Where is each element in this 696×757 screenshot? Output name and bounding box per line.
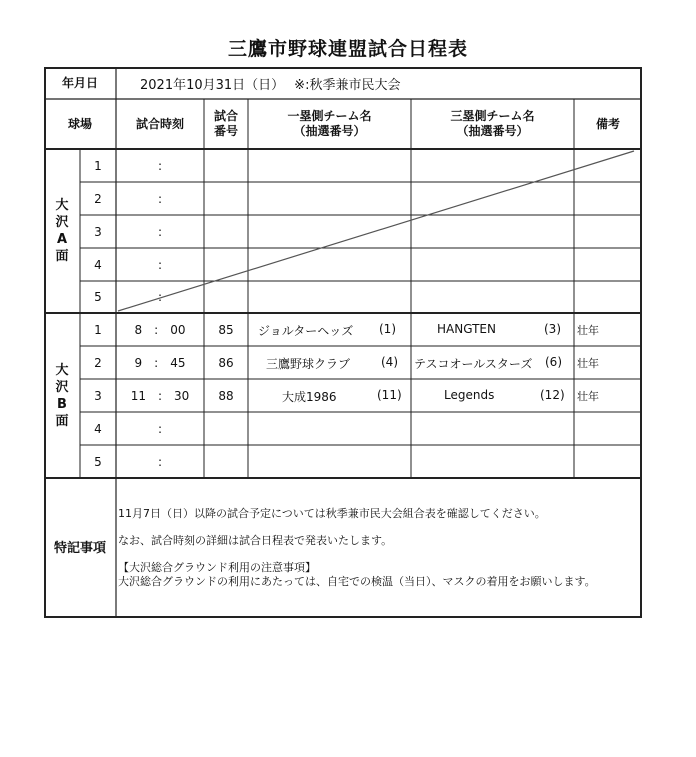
document-title: 三鷹市野球連盟試合日程表 — [227, 38, 468, 60]
game-time: : — [157, 158, 163, 173]
third-base-team: テスコオールスターズ — [414, 357, 533, 371]
event-note: ※:秋季兼市民大会 — [294, 77, 401, 93]
third-base-lot: (6) — [545, 355, 562, 369]
first-base-team: ジョルターヘッズ — [258, 324, 354, 338]
note-line-1: 11月7日（日）以降の試合予定については秋季兼市民大会組合表を確認してください。 — [118, 507, 546, 520]
game-time: : — [157, 224, 163, 239]
first-base-lot: (4) — [381, 355, 398, 369]
header-game-no: 試合 番号 — [213, 109, 238, 138]
date-label: 年月日 — [61, 75, 98, 90]
row-number: 3 — [94, 388, 102, 403]
header-field: 球場 — [67, 116, 92, 131]
first-base-lot: (1) — [379, 322, 396, 336]
schedule-table — [44, 67, 642, 618]
row-number: 4 — [94, 257, 102, 272]
header-remarks: 備考 — [595, 116, 620, 131]
game-time: : — [157, 421, 163, 436]
row-number: 2 — [94, 355, 102, 370]
remark: 壮年 — [577, 390, 599, 403]
remark: 壮年 — [577, 324, 599, 337]
first-base-team: 大成1986 — [282, 390, 337, 404]
third-base-lot: (3) — [544, 322, 561, 336]
header-first-base: 一塁側チーム名 （抽選番号） — [287, 109, 372, 138]
date-value: 2021年10月31日（日） — [140, 77, 285, 93]
game-time: 11 : 30 — [130, 389, 190, 403]
note-line-4: 大沢総合グラウンドの利用にあたっては、自宅での検温（当日）、マスクの着用をお願いします。 — [118, 575, 596, 588]
field-a-label: 大 沢 A 面 — [55, 198, 69, 264]
game-number: 85 — [218, 322, 234, 337]
third-base-team: Legends — [444, 388, 495, 402]
date-value-row — [140, 67, 560, 99]
game-time: 9 : 45 — [134, 356, 186, 370]
game-number: 86 — [218, 355, 234, 370]
row-number: 3 — [94, 224, 102, 239]
note-line-2: なお、試合時刻の詳細は試合日程表で発表いたします。 — [118, 534, 393, 547]
game-time: : — [157, 191, 163, 206]
row-number: 4 — [94, 421, 102, 436]
row-number: 1 — [94, 158, 102, 173]
note-line-3: 【大沢総合グラウンド利用の注意事項】 — [118, 561, 316, 574]
third-base-team: HANGTEN — [437, 322, 496, 336]
header-time: 試合時刻 — [135, 116, 184, 131]
header-third-base: 三塁側チーム名 （抽選番号） — [450, 109, 535, 138]
first-base-lot: (11) — [377, 388, 402, 402]
row-number: 5 — [94, 454, 102, 469]
first-base-team: 三鷹野球クラブ — [266, 357, 351, 371]
game-time: : — [157, 290, 163, 304]
row-number: 5 — [94, 290, 102, 304]
special-notes-label: 特記事項 — [53, 540, 106, 556]
field-b-label: 大 沢 B 面 — [55, 362, 69, 429]
third-base-lot: (12) — [540, 388, 565, 402]
game-time: 8 : 00 — [134, 323, 186, 337]
remark: 壮年 — [577, 357, 599, 370]
game-number: 88 — [218, 388, 234, 403]
row-number: 1 — [94, 322, 102, 337]
game-time: : — [157, 257, 163, 272]
game-time: : — [157, 454, 163, 469]
row-number: 2 — [94, 191, 102, 206]
